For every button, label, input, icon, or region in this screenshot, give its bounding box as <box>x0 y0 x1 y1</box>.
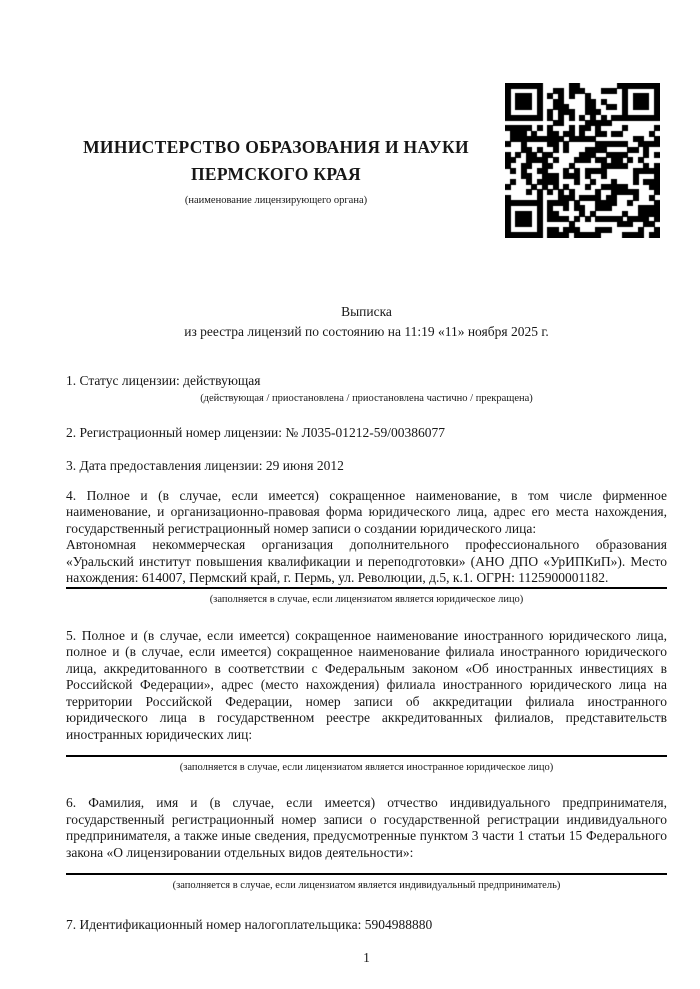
document-title <box>66 302 667 342</box>
foreign-entity-underline <box>66 755 667 757</box>
license-status: 1. Статус лицензии: действующая <box>66 373 261 388</box>
registration-number: 2. Регистрационный номер лицензии: № Л035-01212-59/00386077 <box>66 424 446 440</box>
ministry-caption: (наименование лицензирующего органа) <box>184 195 368 206</box>
individual-entrepreneur-label: 6. Фамилия, имя и (в случае, если имеется) отчество индивидуального предпринимателя, государственный регистрационный номер записи о государственной регистрации индивидуального предпринимателя, а также иные сведения, предусмотренные пунктом 3 части 1 статьи 15 Федерального закона «О лицензировании отдельных видов деятельности»: <box>66 795 667 860</box>
ministry-name <box>66 134 486 188</box>
license-status-caption: (действующая / приостановлена / приостановлена частично / прекращена) <box>200 392 533 404</box>
legal-entity-caption: (заполняется в случае, если лицензиатом является юридическое лицо) <box>209 593 524 605</box>
legal-entity-underline <box>66 587 667 589</box>
document-title-line1: Выписка <box>341 304 392 319</box>
document-title-line2: из реестра лицензий по состоянию на 11:19 «11» ноября 2025 г. <box>184 324 549 339</box>
individual-entrepreneur-underline <box>66 873 667 875</box>
page-number: 1 <box>363 949 370 965</box>
foreign-entity-label: 5. Полное и (в случае, если имеется) сокращенное наименование иностранного юридического лица, полное и (в случае, если имеется) сокращенное наименование филиала иностранного юридического лица, аккредитованного в соответствии с Федеральным законом «Об иностранных инвестициях в Российской Федерации», адрес (место нахождения) филиала иностранного юридического лица на территории Российской Федерации, номер записи об аккредитации филиала иностранного юридического лица в государственном реестре аккредитованных филиалов, представительств иностранных юридических лиц: <box>66 627 667 742</box>
licensing-authority-header <box>66 134 486 207</box>
foreign-entity-caption: (заполняется в случае, если лицензиатом является иностранное юридическое лицо) <box>179 762 554 773</box>
ministry-name-line2: ПЕРМСКОГО КРАЯ <box>191 164 361 184</box>
page-content <box>66 0 667 966</box>
individual-entrepreneur-caption: (заполняется в случае, если лицензиатом является индивидуальный предприниматель) <box>172 880 561 891</box>
license-grant-date: 3. Дата предоставления лицензии: 29 июня 2012 <box>66 458 344 473</box>
taxpayer-id: 7. Идентификационный номер налогоплательщика: 5904988880 <box>66 917 433 932</box>
ministry-name-line1: МИНИСТЕРСТВО ОБРАЗОВАНИЯ И НАУКИ <box>83 137 469 157</box>
legal-entity-value: Автономная некоммерческая организация дополнительного профессионального образования «Уральский институт повышения квалификации и переподготовки» (АНО ДПО «УрИПКиП»). Место нахождения: 614007, Пермский край, г. Пермь, ул. Революции, д.5, к.1. ОГРН: 1125900001182. <box>66 537 667 585</box>
legal-entity-label: 4. Полное и (в случае, если имеется) сокращенное наименование, в том числе фирменное наименование, и организационно-правовая форма юридического лица, адрес его места нахождения, государственный регистрационный номер записи о создании юридического лица: <box>66 487 667 536</box>
